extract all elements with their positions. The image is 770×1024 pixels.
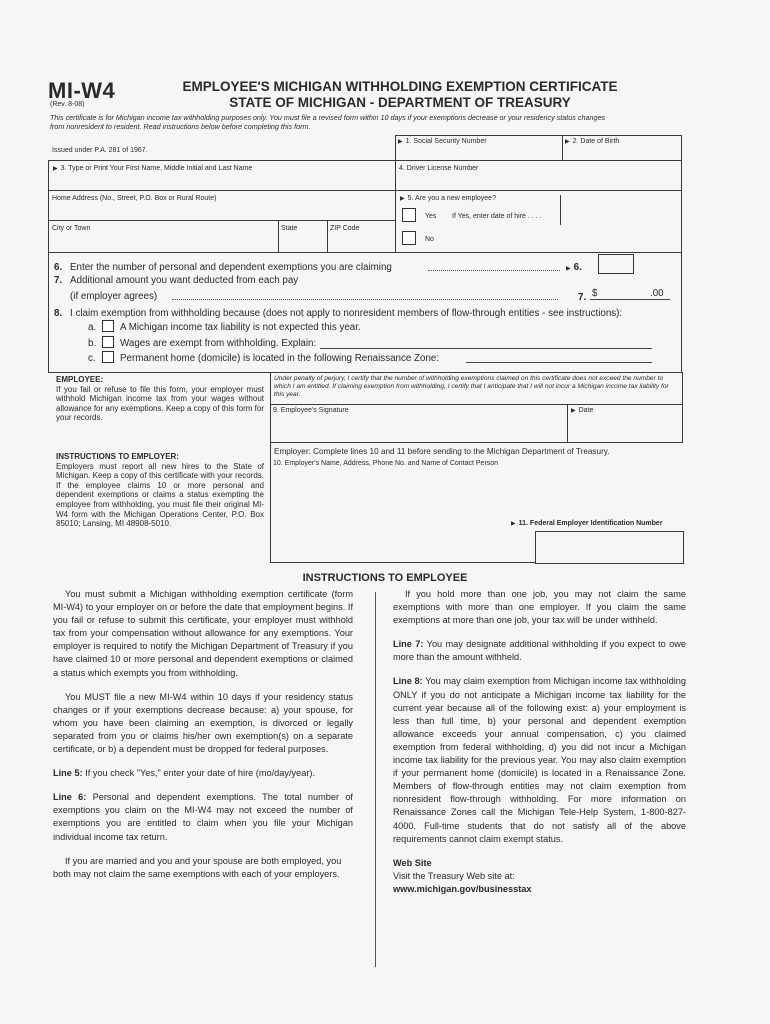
instructions-line6: Line 6: Personal and dependent exemptions. The total number of exemptions you claim on the MI-W4 may not exceed the number of exemptions you are entitled to claim when you file your Michigan individual income tax return.: [53, 792, 353, 842]
line7-cents: .00: [650, 288, 664, 299]
driver-license-label: 4. Driver License Number: [399, 165, 479, 172]
instructions-left-p5: If you are married and you and your spouse are both employed, you both may not claim the same exemptions with each of your employers.: [53, 855, 342, 879]
website-section: [393, 857, 686, 896]
employer-instructions: INSTRUCTIONS TO EMPLOYER: Employers must report all new hires to the State of Michigan. Keep a copy of this certificate with your records. If the employee claims 10 or more personal and dependent exemptions or claims a status exempting the employee from withholding, you must file their original MI-W4 form with the Michigan Operations Center, P.O. Box 85010; Lansing, MI 48908-5010.: [56, 452, 264, 529]
line7-number: 7.: [54, 275, 63, 286]
form-title: EMPLOYEE'S MICHIGAN WITHHOLDING EXEMPTION CERTIFICATE: [182, 79, 618, 94]
line8b-explain-input[interactable]: [322, 335, 650, 347]
form-intro: This certificate is for Michigan income tax withholding purposes only. You must file a revised form within 10 days if your exemptions decrease or your residency status changes from nonresident to resident. Read instructions below before completing this form.: [50, 113, 606, 131]
dob-label: ▶ 2. Date of Birth: [565, 138, 619, 146]
line8c-checkbox[interactable]: [102, 351, 114, 363]
new-employee-no-checkbox[interactable]: [402, 231, 416, 245]
fein-label: ▶ 11. Federal Employer Identification Number: [511, 520, 663, 528]
instructions-left-p1: You must submit a Michigan withholding exemption certificate (form MI-W4) to your employer on or before the date that employment begins. If you fail or refuse to submit this certificate, your employer must withhold tax from your compensation without allowance for any exemptions. Your employer is required to notify the Michigan Department of Treasury if you have claimed 10 or more personal and dependent exemptions or claimed a status which exempts you from withholding.: [53, 589, 353, 678]
line6-ref: ▶ 6.: [566, 262, 582, 275]
issued-under: Issued under P.A. 281 of 1967.: [52, 147, 148, 154]
state-label: State: [281, 225, 298, 232]
yes-label: Yes: [425, 213, 437, 220]
ssn-input[interactable]: [396, 146, 561, 159]
line7-dollar: $: [592, 288, 598, 299]
website-link[interactable]: www.michigan.gov/businesstax: [393, 883, 532, 894]
city-input[interactable]: [50, 234, 276, 250]
form-id: MI-W4: [48, 78, 116, 103]
dob-input[interactable]: [563, 146, 680, 159]
line7-text: Additional amount you want deducted from each pay: [70, 275, 299, 286]
employee-note: EMPLOYEE: If you fail or refuse to file this form, your employer must withhold Michigan income tax from your wages without allowance for any exemptions. Keep a copy of this form for your records.: [56, 375, 264, 423]
line6-text: Enter the number of personal and dependent exemptions you are claiming: [70, 262, 392, 273]
instructions-line8: Line 8: You may claim exemption from Michigan income tax withholding ONLY if you do not anticipate a Michigan income tax liability for the current year because all of the following exist: a) your employment is less than full time, b) your personal and dependent exemption allowance exceeds your annual compensation, c) you claimed exemption from federal withholding, d) you did not incur a Michigan income tax liability for the previous year. You may also claim exemption if your permanent home (domicile) is located in a Renaissance Zone. Members of flow-through entities may not claim exemption from nonresident flow-through withholding. For more information on Renaissance Zones call the Michigan Tele-Help System, 1-800-827-4000. Full-time students that do not satisfy all of the above requirements cannot claim exempt status.: [393, 676, 687, 844]
line6-number: 6.: [54, 262, 63, 273]
date-input[interactable]: [569, 416, 680, 441]
website-text: Visit the Treasury Web site at:: [393, 870, 515, 881]
line8-text: I claim exemption from withholding because (does not apply to nonresident members of flow-through entities - see instructions):: [70, 308, 623, 319]
form-revision: (Rev. 8-08): [50, 101, 85, 108]
fein-input[interactable]: [537, 533, 682, 561]
line6-exemptions-input[interactable]: [598, 254, 634, 274]
address-input[interactable]: [50, 204, 393, 219]
line7-amount-input[interactable]: [600, 284, 648, 298]
line7-ref: 7.: [578, 292, 587, 303]
instructions-title: INSTRUCTIONS TO EMPLOYEE: [302, 572, 468, 584]
address-label: Home Address (No., Street, P.O. Box or Rural Route): [52, 195, 217, 202]
instructions-line7: Line 7: You may designate additional withholding if you expect to owe more than the amount withheld.: [393, 639, 687, 663]
name-input[interactable]: [50, 174, 393, 189]
driver-license-input[interactable]: [397, 174, 680, 189]
line7-text-b: (if employer agrees): [70, 291, 158, 302]
ssn-label: ▶ 1. Social Security Number: [398, 138, 487, 146]
instructions-left-column: [53, 588, 353, 892]
website-heading: Web Site: [393, 857, 432, 868]
line8c-zone-input[interactable]: [468, 350, 650, 362]
name-label: ▶ 3. Type or Print Your First Name, Middle Initial and Last Name: [53, 165, 252, 173]
new-employee-label: ▶ 5. Are you a new employee?: [400, 195, 496, 203]
zip-input[interactable]: [329, 234, 393, 250]
perjury-statement: Under penalty of perjury, I certify that the number of withholding exemptions claimed on this certificate does not exceed the number to which I am entitled. If claiming exemption from withholding, I certify that I anticipate that I will not incur a Michigan income tax liability for this year.: [274, 375, 669, 398]
employer-note: Employer: Complete lines 10 and 11 before sending to the Michigan Department of Treasury.: [274, 447, 610, 456]
line8b-text: Wages are exempt from withholding. Explain:: [120, 338, 317, 349]
instructions-right-p1: If you hold more than one job, you may not claim the same exemptions with more than one employer. If you claim the same exemptions at more than one job, your tax will be under withheld.: [393, 589, 686, 626]
date-label: ▶ Date: [571, 407, 593, 415]
line8a-checkbox[interactable]: [102, 320, 114, 332]
form-agency: STATE OF MICHIGAN - DEPARTMENT OF TREASURY: [229, 95, 571, 110]
column-divider: [375, 592, 376, 967]
line8a-letter: a.: [88, 322, 97, 333]
line8a-text: A Michigan income tax liability is not expected this year.: [120, 322, 361, 333]
employer-info-input[interactable]: [272, 470, 532, 560]
signature-input[interactable]: [272, 416, 565, 441]
line8c-letter: c.: [88, 353, 96, 364]
no-label: No: [425, 236, 434, 243]
hire-date-input[interactable]: [561, 196, 680, 224]
state-input[interactable]: [280, 234, 326, 250]
instructions-right-column: [393, 588, 686, 896]
line8b-checkbox[interactable]: [102, 336, 114, 348]
instructions-line5: Line 5: If you check "Yes," enter your date of hire (mo/day/year).: [53, 768, 316, 779]
city-label: City or Town: [52, 225, 91, 232]
instructions-left-p2: You MUST file a new MI-W4 within 10 days if your residency status changes or if your exemptions decrease because: a) your spouse, for whom you have been claiming an exemption, is divorced or legally separated from you or claims his/her own exemption(s) on a separate certificate, or b) a dependent must be dropped for federal purposes.: [53, 691, 353, 755]
new-employee-yes-checkbox[interactable]: [402, 208, 416, 222]
zip-label: ZIP Code: [330, 225, 360, 232]
line8-number: 8.: [54, 308, 63, 319]
signature-label: 9. Employee's Signature: [273, 407, 349, 414]
line8c-text: Permanent home (domicile) is located in the following Renaissance Zone:: [120, 353, 440, 364]
hire-date-label: If Yes, enter date of hire . . . .: [452, 213, 542, 220]
employer-info-label: 10. Employer's Name, Address, Phone No. and Name of Contact Person: [273, 460, 499, 467]
line8b-letter: b.: [88, 338, 97, 349]
